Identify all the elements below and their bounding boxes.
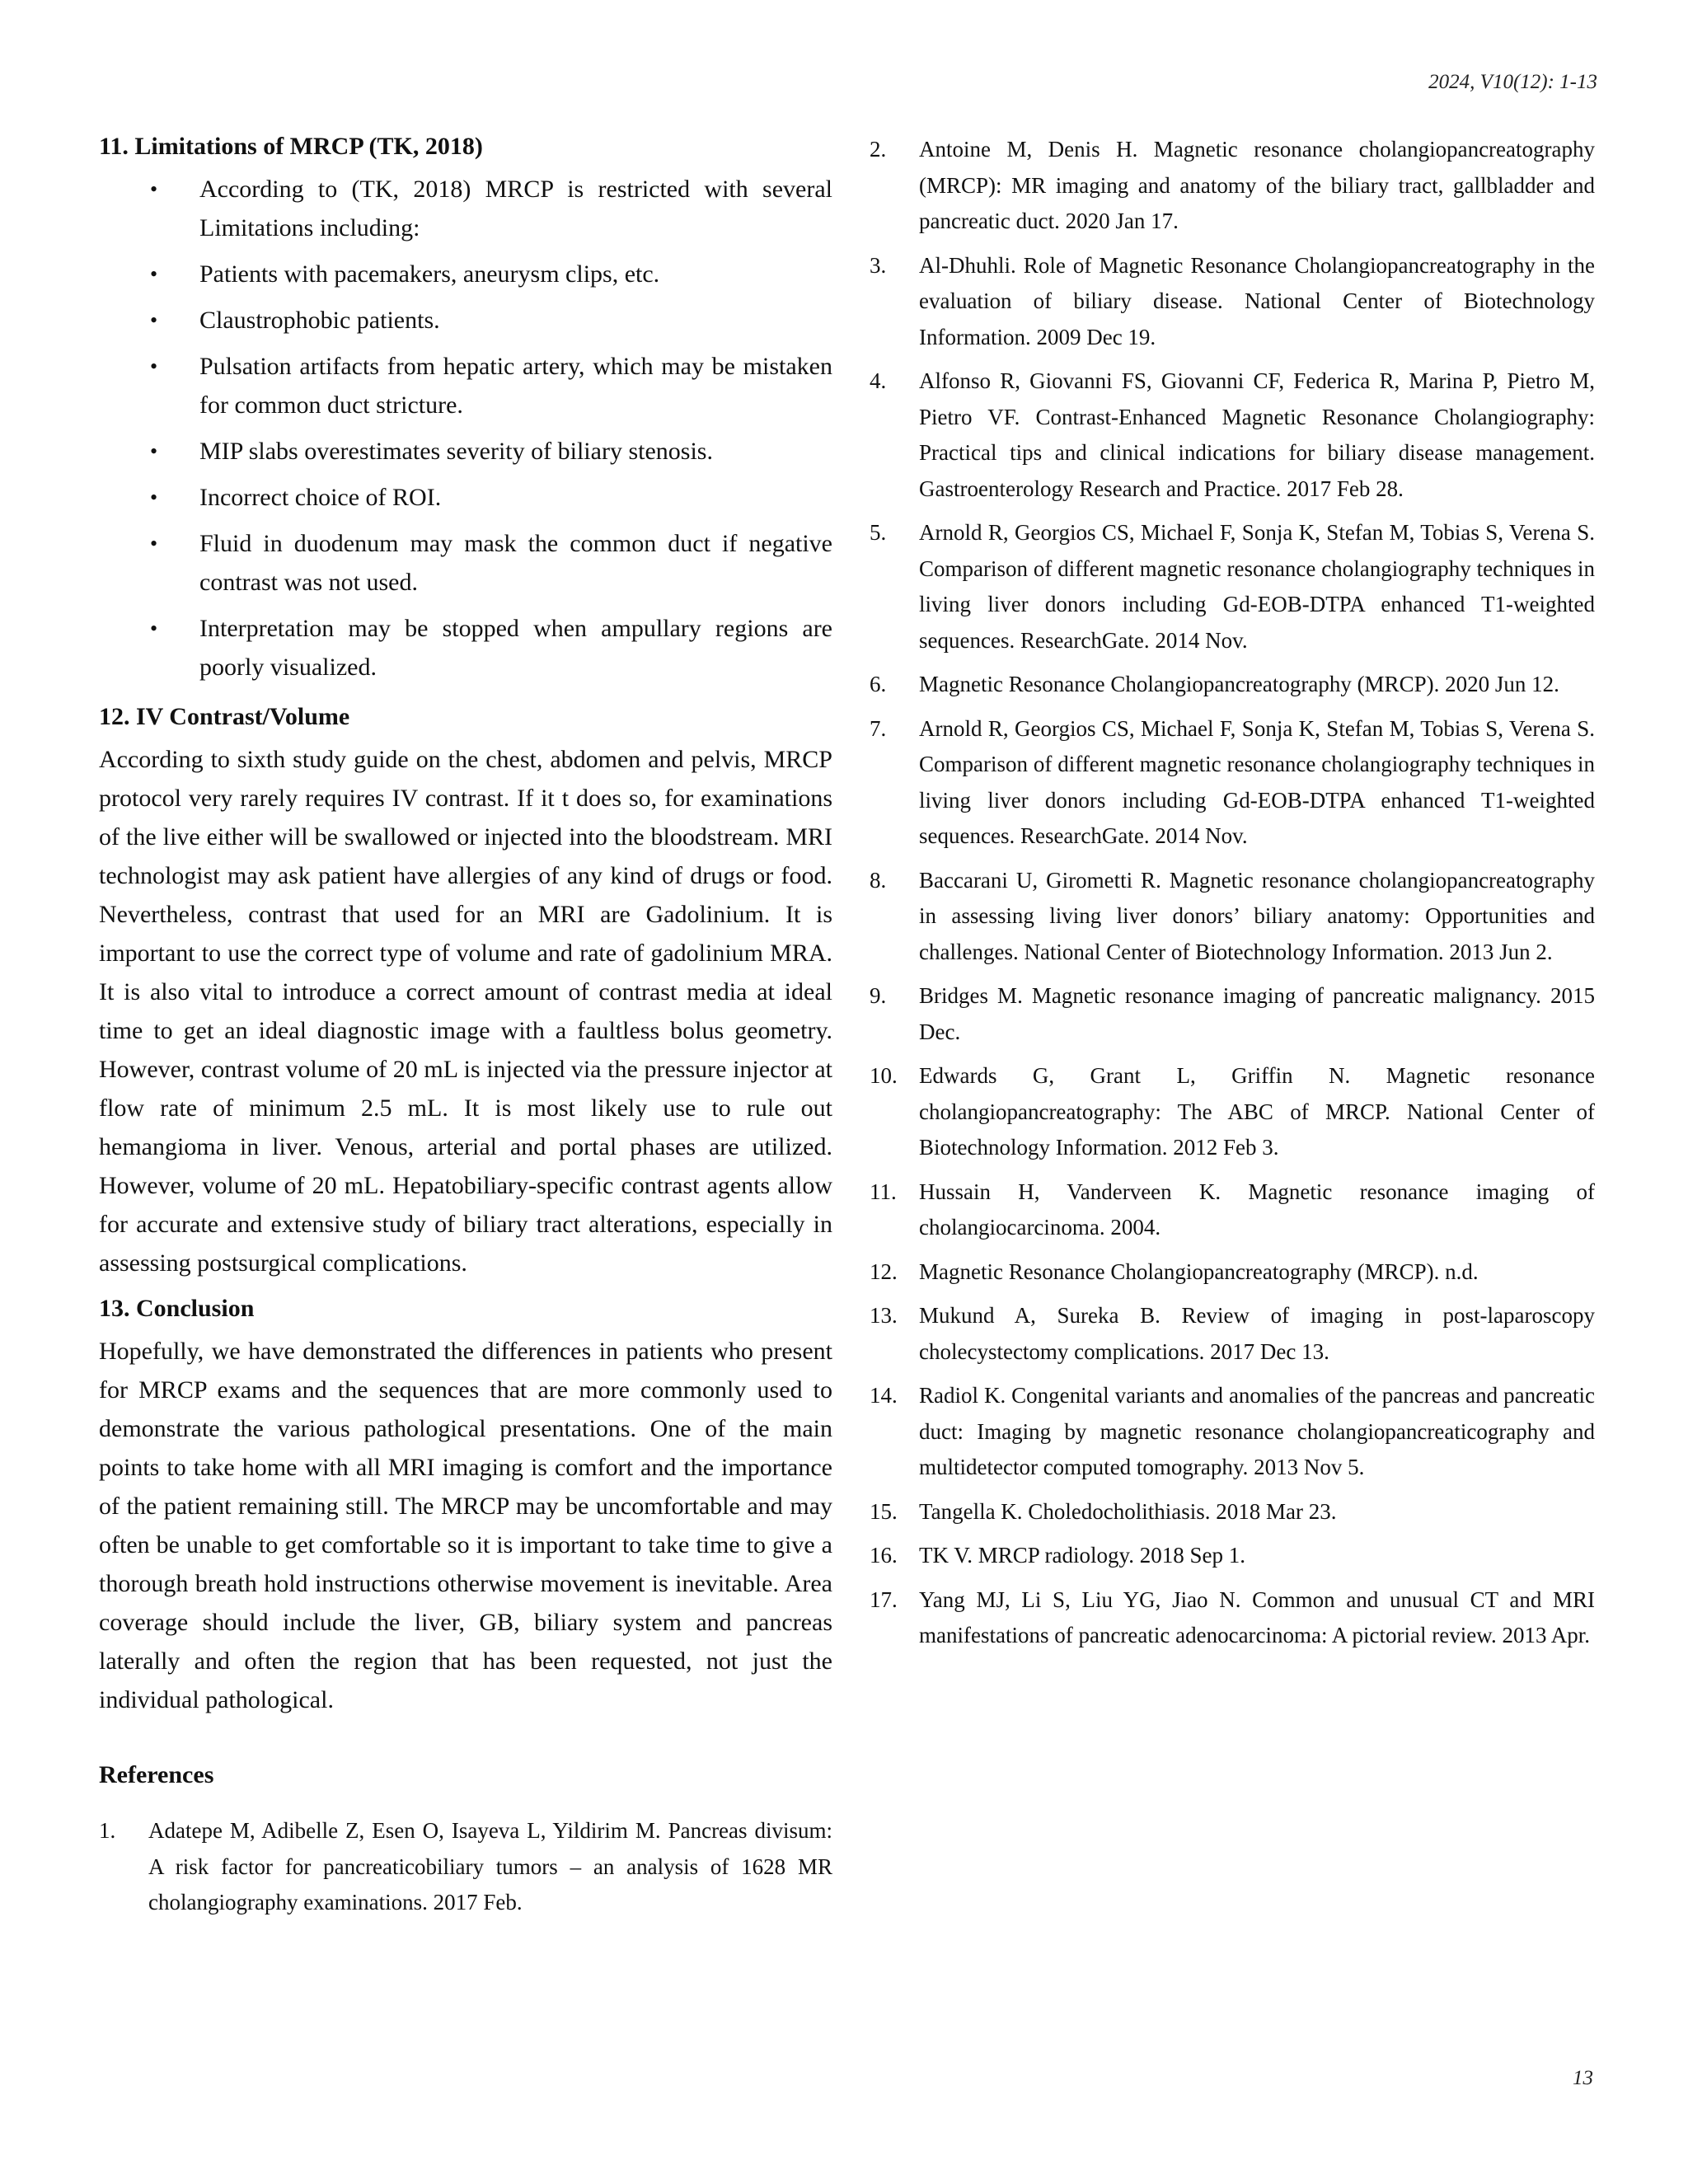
- list-item-text: Incorrect choice of ROI.: [199, 484, 442, 511]
- reference-number: 17.: [870, 1586, 898, 1612]
- reference-text: Alfonso R, Giovanni FS, Giovanni CF, Federica R, Marina P, Pietro M, Pietro VF. Contrast-Enhanced Magnetic Resonance Cholangiography: Practical tips and clinical indications for biliary disease management. Gastroenterology Research and Practice. 2017 Feb 28.: [919, 368, 1595, 501]
- reference-text: Al-Dhuhli. Role of Magnetic Resonance Cholangiopancreatography in the evaluation of biliary disease. National Center of Biotechnology Information. 2009 Dec 19.: [919, 252, 1595, 349]
- list-item-text: Patients with pacemakers, aneurysm clips, etc.: [199, 260, 660, 288]
- reference-item: [870, 132, 1595, 240]
- reference-item: [870, 1254, 1595, 1291]
- bullet-icon: •: [150, 262, 158, 286]
- list-item: [99, 609, 832, 687]
- references-list-right: [870, 132, 1595, 1654]
- reference-item: [870, 1174, 1595, 1246]
- list-item-text: Interpretation may be stopped when ampullary regions are poorly visualized.: [199, 615, 832, 681]
- reference-number: 10.: [870, 1063, 898, 1088]
- page-number: 13: [1573, 2067, 1593, 2089]
- list-item-text: Claustrophobic patients.: [199, 307, 440, 334]
- reference-text: Radiol K. Congenital variants and anomalies of the pancreas and pancreatic duct: Imaging by magnetic resonance cholangiopancreaticography and multidetector computed tomography. 2013 Nov 5.: [919, 1383, 1595, 1479]
- list-item: [99, 301, 832, 340]
- bullet-icon: •: [150, 177, 158, 201]
- reference-text: Antoine M, Denis H. Magnetic resonance cholangiopancreatography (MRCP): MR imaging and anatomy of the biliary tract, gallbladder and pancreatic duct. 2020 Jan 17.: [919, 137, 1595, 233]
- reference-item: [870, 863, 1595, 971]
- list-item: [99, 478, 832, 517]
- reference-text: Mukund A, Sureka B. Review of imaging in post-laparoscopy cholecystectomy complications. 2017 Dec 13.: [919, 1303, 1595, 1364]
- running-header: 2024, V10(12): 1-13: [1428, 71, 1597, 93]
- section-13-paragraph: Hopefully, we have demonstrated the differences in patients who present for MRCP exams and the sequences that are more commonly used to demonstrate the various pathological presentations. One of the main points to take home with all MRI imaging is comfort and the importance of the patient remaining still. The MRCP may be uncomfortable and may often be unable to get comfortable so it is important to take time to give a thorough breath hold instructions otherwise movement is inevitable. Area coverage should include the liver, GB, biliary system and pancreas laterally and often the region that has been requested, not just the individual pathological.: [99, 1338, 832, 1713]
- reference-item: [870, 978, 1595, 1050]
- section-11-heading: 11. Limitations of MRCP (TK, 2018): [99, 133, 483, 160]
- reference-number: 7.: [870, 715, 887, 741]
- reference-text: TK V. MRCP radiology. 2018 Sep 1.: [919, 1543, 1246, 1568]
- list-item: [99, 432, 832, 471]
- list-item-text: Pulsation artifacts from hepatic artery, which may be mistaken for common duct stricture.: [199, 353, 832, 419]
- list-item: [99, 255, 832, 293]
- reference-item: [870, 711, 1595, 855]
- reference-item: [870, 667, 1595, 703]
- reference-item: [870, 1058, 1595, 1166]
- reference-text: Baccarani U, Girometti R. Magnetic resonance cholangiopancreatography in assessing living liver donors’ biliary anatomy: Opportunities and challenges. National Center of Biotechnology Information. 2013 Jun 2.: [919, 867, 1595, 964]
- section-12-paragraph: According to sixth study guide on the chest, abdomen and pelvis, MRCP protocol very rarely requires IV contrast. If it t does so, for examinations of the live either will be swallowed or injected into the bloodstream. MRI technologist may ask patient have allergies of any kind of drugs or food. Nevertheless, contrast that used for an MRI are Gadolinium. It is important to use the correct type of volume and rate of gadolinium MRA. It is also vital to introduce a correct amount of contrast media at ideal time to get an ideal diagnostic image with a faultless bolus geometry. However, contrast volume of 20 mL is injected via the pressure injector at flow rate of minimum 2.5 mL. It is most likely use to rule out hemangioma in liver. Venous, arterial and portal phases are utilized. However, volume of 20 mL. Hepatobiliary-specific contrast agents allow for accurate and extensive study of biliary tract alterations, especially in assessing postsurgical complications.: [99, 746, 832, 1277]
- reference-text: Arnold R, Georgios CS, Michael F, Sonja K, Stefan M, Tobias S, Verena S. Comparison of different magnetic resonance cholangiography techniques in living liver donors including Gd-EOB-DTPA enhanced T1-weighted sequences. ResearchGate. 2014 Nov.: [919, 520, 1595, 653]
- reference-item: [870, 1494, 1595, 1530]
- reference-text: Edwards G, Grant L, Griffin N. Magnetic resonance cholangiopancreatography: The ABC of MRCP. National Center of Biotechnology Information. 2012 Feb 3.: [919, 1063, 1595, 1160]
- bullet-icon: •: [150, 532, 158, 555]
- list-item-text: Fluid in duodenum may mask the common duct if negative contrast was not used.: [199, 530, 832, 596]
- reference-number: 2.: [870, 137, 887, 162]
- bullet-icon: •: [150, 439, 158, 463]
- right-column: [870, 132, 1595, 1662]
- reference-number: 15.: [870, 1498, 898, 1524]
- bullet-icon: •: [150, 308, 158, 332]
- reference-item: [99, 1813, 832, 1921]
- list-item: [99, 347, 832, 424]
- bullet-icon: •: [150, 616, 158, 640]
- reference-number: 1.: [99, 1818, 116, 1843]
- references-list-left: [99, 1813, 832, 1921]
- reference-item: [870, 1582, 1595, 1654]
- reference-item: [870, 248, 1595, 356]
- reference-number: 13.: [870, 1303, 898, 1328]
- references-heading: References: [99, 1761, 214, 1788]
- reference-number: 12.: [870, 1258, 898, 1284]
- reference-text: Magnetic Resonance Cholangiopancreatography (MRCP). n.d.: [919, 1258, 1479, 1284]
- bullet-icon: •: [150, 354, 158, 378]
- limitations-list: [99, 170, 832, 687]
- reference-text: Hussain H, Vanderveen K. Magnetic resonance imaging of cholangiocarcinoma. 2004.: [919, 1179, 1595, 1240]
- section-13-heading: 13. Conclusion: [99, 1295, 255, 1322]
- list-item-text: MIP slabs overestimates severity of biliary stenosis.: [199, 438, 713, 465]
- reference-number: 5.: [870, 520, 887, 545]
- reference-number: 16.: [870, 1543, 898, 1568]
- reference-text: Tangella K. Choledocholithiasis. 2018 Mar 23.: [919, 1498, 1337, 1524]
- reference-number: 9.: [870, 983, 887, 1008]
- list-item-text: According to (TK, 2018) MRCP is restricted with several Limitations including:: [199, 176, 832, 241]
- list-item: [99, 524, 832, 602]
- reference-text: Adatepe M, Adibelle Z, Esen O, Isayeva L, Yildirim M. Pancreas divisum: A risk factor for pancreaticobiliary tumors – an analysis of 1628 MR cholangiography examinations. 2017 Feb.: [148, 1818, 832, 1915]
- reference-text: Bridges M. Magnetic resonance imaging of pancreatic malignancy. 2015 Dec.: [919, 983, 1595, 1044]
- reference-item: [870, 1538, 1595, 1574]
- reference-number: 8.: [870, 867, 887, 893]
- reference-number: 4.: [870, 368, 887, 393]
- reference-item: [870, 1298, 1595, 1370]
- bullet-icon: •: [150, 485, 158, 509]
- left-column: [99, 124, 832, 1929]
- reference-item: [870, 1378, 1595, 1486]
- reference-text: Yang MJ, Li S, Liu YG, Jiao N. Common and unusual CT and MRI manifestations of pancreatic adenocarcinoma: A pictorial review. 2013 Apr.: [919, 1586, 1595, 1647]
- reference-item: [870, 363, 1595, 507]
- reference-number: 6.: [870, 672, 887, 696]
- reference-item: [870, 515, 1595, 658]
- list-item: [99, 170, 832, 247]
- reference-text: Arnold R, Georgios CS, Michael F, Sonja K, Stefan M, Tobias S, Verena S. Comparison of different magnetic resonance cholangiography techniques in living liver donors including Gd-EOB-DTPA enhanced T1-weighted sequences. ResearchGate. 2014 Nov.: [919, 715, 1595, 848]
- reference-number: 11.: [870, 1179, 897, 1204]
- section-12-heading: 12. IV Contrast/Volume: [99, 703, 350, 730]
- reference-number: 14.: [870, 1383, 898, 1408]
- reference-number: 3.: [870, 252, 887, 278]
- reference-text: Magnetic Resonance Cholangiopancreatography (MRCP). 2020 Jun 12.: [919, 672, 1559, 696]
